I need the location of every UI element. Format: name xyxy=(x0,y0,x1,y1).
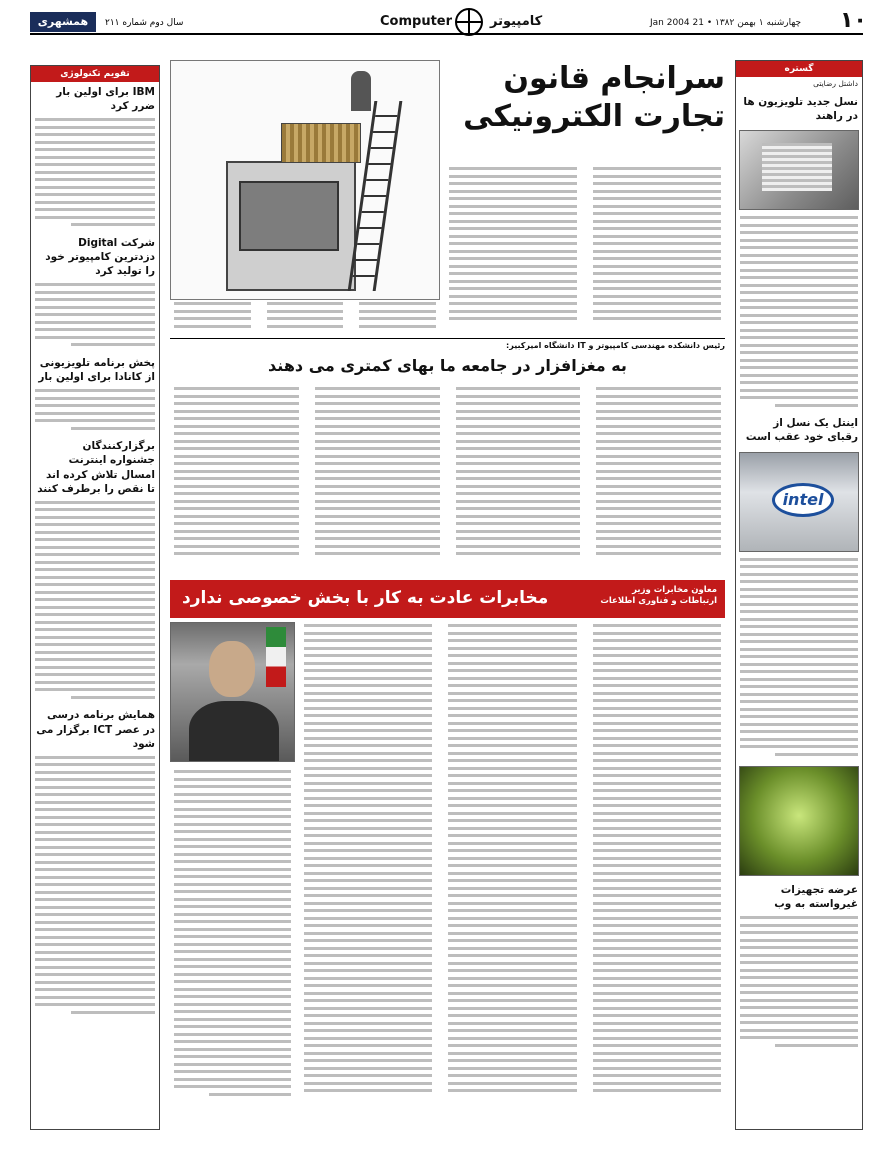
lead-article-text xyxy=(170,300,440,332)
right-sidebar xyxy=(735,60,863,1130)
headline-line-1: سرانجام قانون xyxy=(503,61,725,96)
newspaper-logo: همشهری xyxy=(30,12,96,32)
sub-article-text xyxy=(170,385,725,570)
interviewee-photo xyxy=(170,622,295,762)
header-rule xyxy=(30,33,863,35)
right-sidebar-label: گستره xyxy=(736,61,862,77)
sub-article-headline: به مغزافزار در جامعه ما بهای کمتری می دهند xyxy=(268,356,627,375)
interview-text xyxy=(300,622,725,1127)
main-headline xyxy=(445,60,725,160)
text-lines xyxy=(31,754,159,1021)
section-name-fa: کامپیوتر xyxy=(490,14,543,29)
globe-icon xyxy=(455,8,483,36)
text-lines xyxy=(736,214,862,413)
right-item-title: عرضه تجهیزات غیرواسته به وب xyxy=(774,884,858,911)
lead-article-text xyxy=(445,165,725,330)
tv-photo xyxy=(739,130,859,210)
author-name: داشتل رضایتی xyxy=(813,79,858,88)
left-sidebar-label: تقویم تکنولوژی xyxy=(31,66,159,82)
left-item-title: همایش برنامه درسی در عصر ICT برگزار می شود xyxy=(36,709,155,750)
text-lines xyxy=(31,387,159,436)
text-lines xyxy=(31,116,159,233)
portrait-body-shape xyxy=(189,701,279,762)
interview-text xyxy=(170,768,295,1128)
interview-kicker: معاون مخابرات وزیر ارتباطات و فناوری اطلاعات xyxy=(600,585,717,607)
computer-illustration xyxy=(170,60,440,300)
right-item-title: نسل جدید تلویزیون ها در راهند xyxy=(743,95,858,123)
intel-logo-photo xyxy=(739,452,859,552)
headline-line-2: تجارت الکترونیکی xyxy=(463,98,725,134)
paper-stack-shape xyxy=(281,123,361,163)
page-number: ۱۰ xyxy=(840,8,867,33)
intel-logo-icon: intel xyxy=(772,483,834,517)
web-device-photo xyxy=(739,766,859,876)
section-name-en: Computer xyxy=(380,14,453,29)
text-lines xyxy=(736,556,862,763)
interview-headline: مخابرات عادت به کار با بخش خصوصی ندارد xyxy=(182,588,549,608)
portrait-head-shape xyxy=(209,641,255,697)
text-lines xyxy=(31,281,159,353)
flag-shape xyxy=(266,627,286,687)
text-lines xyxy=(31,499,159,706)
left-sidebar xyxy=(30,65,160,1130)
left-item-title: IBM برای اولین بار ضرر کرد xyxy=(56,86,155,113)
left-item-title: پخش برنامه تلویزیونی از کانادا برای اولین بار xyxy=(38,356,155,384)
issue-date: چهارشنبه ۱ بهمن ۱۳۸۲ • 21 Jan 2004 xyxy=(650,18,802,28)
text-lines xyxy=(736,914,862,1053)
right-item-title: اینتل یک نسل از رقبای خود عقب است xyxy=(745,417,858,444)
issue-info: سال دوم شماره ۲۱۱ xyxy=(105,18,184,28)
left-item-title: برگزارکنندگان جشنواره اینترنت امسال تلاش کرده اند تا نقص را برطرف کنند xyxy=(37,440,155,495)
interview-headline-band xyxy=(170,580,725,618)
left-item-title: شرکت Digital دزدترین کامپیوتر خود را تولید کرد xyxy=(45,236,155,278)
worker-figure xyxy=(351,71,371,111)
sub-article-kicker: رئیس دانشکده مهندسی کامپیوتر و IT دانشگاه امیرکبیر: xyxy=(170,338,725,352)
computer-screen-shape xyxy=(239,181,339,251)
